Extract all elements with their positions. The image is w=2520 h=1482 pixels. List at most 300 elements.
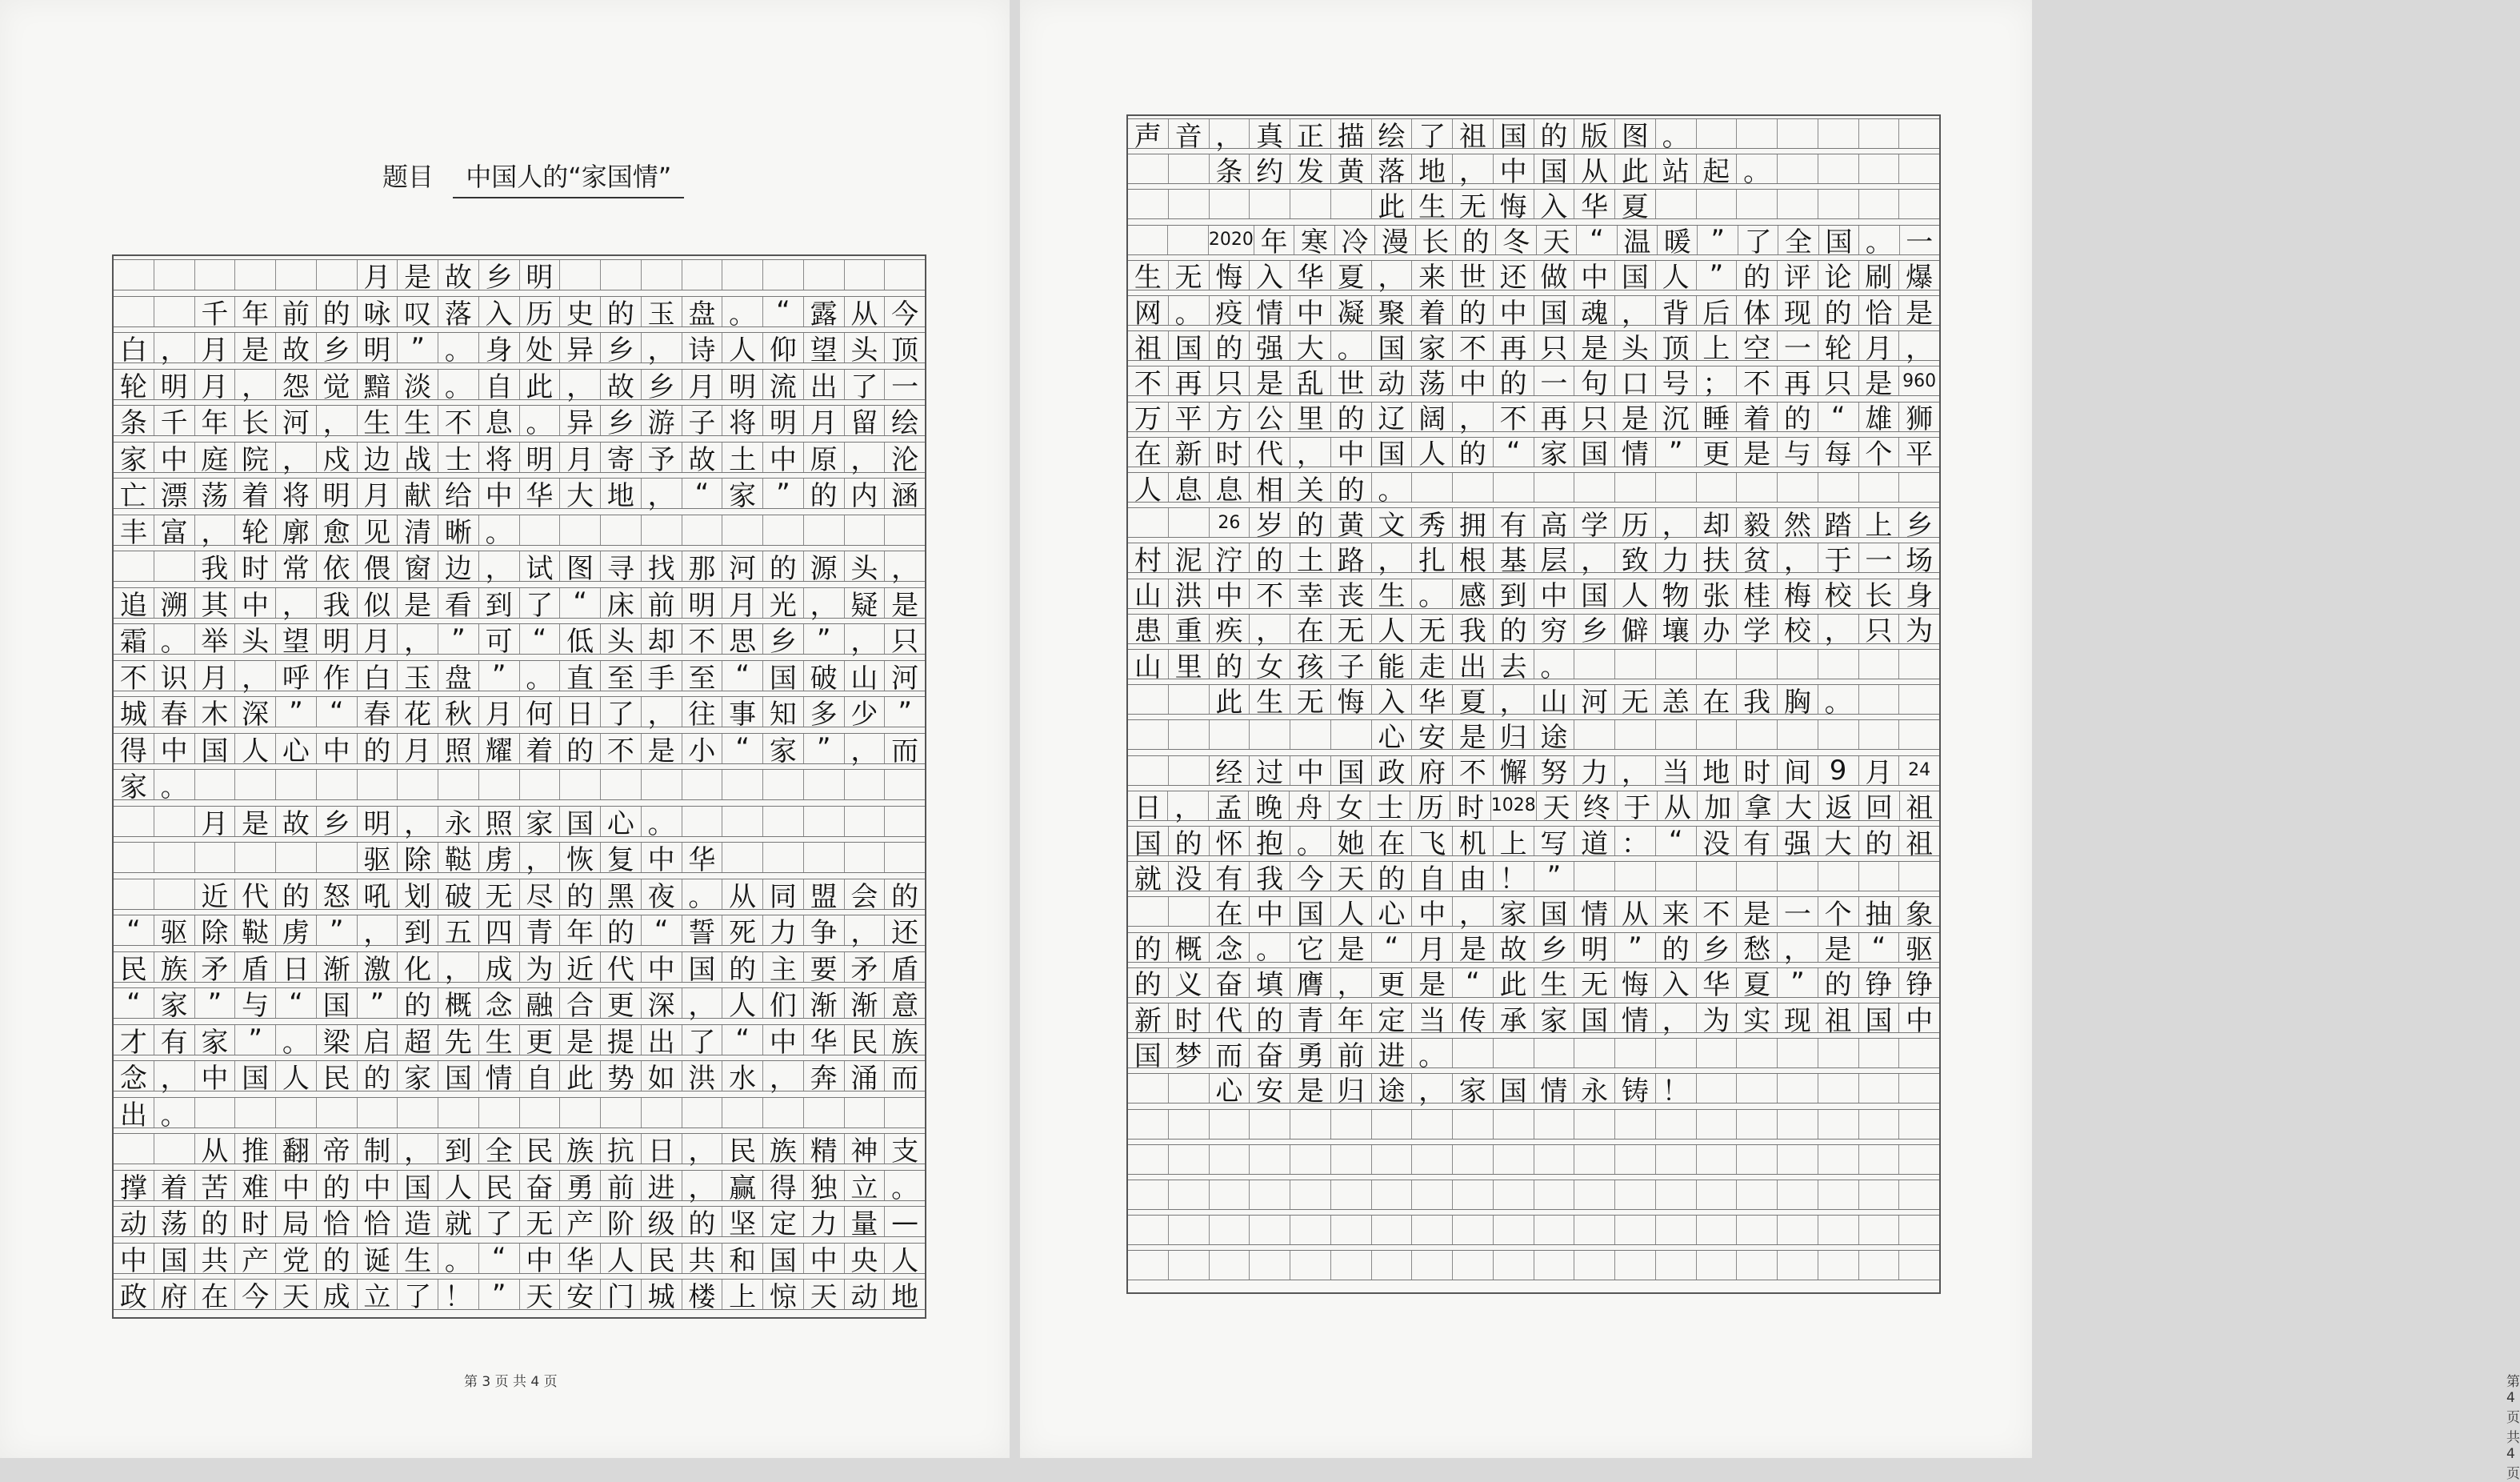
grid-cell: ， (1494, 685, 1534, 714)
right-grid-row (1128, 472, 1939, 507)
grid-cell: 泞 (1210, 543, 1250, 572)
grid-cell: 无 (1453, 190, 1494, 218)
grid-cell: 涵 (891, 480, 919, 512)
grid-cell: 除 (398, 843, 438, 872)
grid-cell: 万 (1128, 403, 1169, 431)
grid-cell: 的 (1290, 508, 1331, 537)
grid-cell: 边 (358, 443, 398, 472)
grid-cell: 在 (1210, 897, 1250, 926)
grid-cell: 入 (1656, 968, 1697, 997)
grid-cell (358, 1098, 398, 1128)
grid-cell: 文 (1372, 508, 1413, 537)
right-grid-row (1128, 330, 1939, 365)
grid-cell: ， (1818, 615, 1859, 643)
grid-cell: “ (479, 1244, 520, 1273)
grid-cell: 富 (154, 515, 195, 545)
grid-cell: 了 (520, 588, 561, 618)
grid-cell: 局 (276, 1207, 317, 1236)
grid-cell (1534, 473, 1575, 502)
grid-cell: 故 (276, 333, 317, 362)
grid-cell: 时 (235, 1207, 276, 1236)
grid-cell: 产 (560, 1207, 601, 1236)
grid-cell: 的 (317, 1171, 358, 1200)
grid-cell: 女 (1250, 650, 1290, 679)
grid-cell: 看 (438, 588, 479, 618)
left-grid-row (114, 879, 925, 913)
grid-cell: 不 (114, 661, 154, 691)
grid-cell (1169, 897, 1210, 926)
left-grid-row (114, 1170, 925, 1204)
grid-cell: 入 (1250, 261, 1290, 290)
grid-cell (885, 843, 925, 872)
grid-cell: 无 (1615, 685, 1656, 714)
grid-cell: 知 (763, 697, 804, 727)
right-page-number: 第 4 页 共 4 页 (2506, 1374, 2520, 1482)
grid-cell: 。 (1737, 154, 1778, 183)
grid-cell: 从 (722, 879, 763, 909)
grid-cell (1778, 1145, 1818, 1174)
grid-cell: “ (722, 661, 763, 691)
grid-cell: 月 (358, 260, 398, 290)
grid-cell: 而 (891, 735, 919, 767)
grid-cell: 地 (1412, 154, 1453, 183)
grid-cell: 秀 (1412, 508, 1453, 537)
grid-cell: 无 (1290, 685, 1331, 714)
grid-cell: 月 (358, 624, 398, 654)
grid-cell: 恰 (317, 1207, 358, 1236)
grid-cell: “ (763, 297, 804, 326)
grid-cell: 了 (479, 1207, 520, 1236)
right-grid-row (1128, 1073, 1939, 1107)
grid-cell: 至 (682, 661, 723, 691)
grid-cell: 源 (804, 551, 845, 581)
grid-cell: 冬 (1496, 226, 1536, 254)
grid-cell: 民 (845, 1025, 886, 1055)
grid-cell: 民 (114, 952, 154, 982)
grid-cell: 荡 (1412, 366, 1453, 395)
grid-cell: 里 (1169, 650, 1210, 679)
grid-cell: 原 (804, 443, 845, 472)
grid-cell: 去 (1494, 650, 1534, 679)
grid-cell: 国 (438, 1061, 479, 1091)
grid-cell: 。 (1534, 650, 1575, 679)
grid-cell: 。 (1250, 933, 1290, 962)
grid-cell (1210, 190, 1250, 218)
grid-cell: 它 (1290, 933, 1331, 962)
grid-cell: 的 (358, 1061, 398, 1091)
grid-cell: 长 (235, 406, 276, 435)
grid-cell (1899, 1251, 1939, 1280)
grid-cell (154, 879, 195, 909)
grid-cell: 会 (845, 879, 886, 909)
right-grid-row (1128, 295, 1939, 330)
grid-cell: 中 (763, 1025, 804, 1055)
grid-cell: 家 (1412, 331, 1453, 360)
grid-cell: 在 (195, 1280, 236, 1309)
grid-cell (1697, 1180, 1738, 1209)
grid-cell: 中 (1331, 438, 1372, 467)
grid-cell: 的 (1210, 331, 1250, 360)
grid-cell (1656, 862, 1697, 891)
grid-cell: 中 (154, 443, 195, 472)
grid-cell (1615, 650, 1656, 679)
grid-cell (1859, 650, 1900, 679)
grid-cell (885, 770, 925, 799)
grid-cell: 启 (358, 1025, 398, 1055)
grid-cell: 盘 (682, 297, 723, 326)
grid-cell (1899, 473, 1939, 502)
right-grid-row (1128, 1038, 1939, 1072)
grid-cell: 生 (358, 406, 398, 435)
grid-cell: ， (1453, 897, 1494, 926)
grid-cell (845, 260, 886, 290)
grid-cell (398, 770, 438, 799)
grid-cell (1494, 1145, 1534, 1174)
left-grid-row (114, 477, 925, 512)
grid-cell: 入 (1534, 190, 1575, 218)
grid-cell (804, 515, 845, 545)
grid-cell: 轮 (235, 515, 276, 545)
grid-cell: 层 (1534, 543, 1575, 572)
grid-cell: 在 (1372, 827, 1413, 855)
grid-cell (1412, 1251, 1453, 1280)
grid-cell: 立 (358, 1280, 398, 1309)
grid-cell (1818, 1180, 1859, 1209)
grid-cell: 空 (1737, 331, 1778, 360)
grid-cell: 尽 (520, 879, 561, 909)
grid-cell (1615, 720, 1656, 749)
grid-cell: 月 (682, 370, 723, 399)
grid-cell (114, 260, 154, 290)
grid-cell: 的 (1331, 473, 1372, 502)
grid-cell: 乡 (1534, 933, 1575, 962)
grid-cell (1494, 1216, 1534, 1244)
grid-cell: 民 (642, 1244, 682, 1273)
grid-cell: 代 (235, 879, 276, 909)
grid-cell: 了 (398, 1280, 438, 1309)
grid-cell: 壤 (1656, 615, 1697, 643)
grid-cell: ， (1372, 543, 1413, 572)
grid-cell (1494, 1110, 1534, 1139)
grid-cell (154, 551, 195, 581)
grid-cell (1331, 1251, 1372, 1280)
grid-cell: 上 (1494, 827, 1534, 855)
grid-cell: 追 (114, 588, 154, 618)
grid-cell (763, 515, 804, 545)
grid-cell: 荡 (154, 1207, 195, 1236)
grid-cell: 从 (195, 1134, 236, 1164)
title-label: 题目 (382, 162, 434, 192)
grid-cell (1331, 190, 1372, 218)
grid-cell (114, 843, 154, 872)
grid-cell (1290, 1180, 1331, 1209)
grid-cell: 头 (845, 333, 886, 362)
grid-cell: 9 (1818, 756, 1859, 785)
grid-cell: 呼 (276, 661, 317, 691)
grid-cell: 了 (845, 370, 886, 399)
grid-cell: 留 (845, 406, 886, 435)
grid-cell: 顶 (891, 334, 919, 366)
grid-cell (560, 260, 601, 290)
grid-cell: 代 (1210, 1003, 1250, 1032)
grid-cell: 漫 (1375, 226, 1415, 254)
grid-cell (1818, 1039, 1859, 1067)
grid-cell: 泥 (1169, 543, 1210, 572)
grid-cell: 是 (1737, 897, 1778, 926)
grid-cell: ， (276, 443, 317, 472)
grid-cell: 做 (1534, 261, 1575, 290)
grid-cell: 盟 (804, 879, 845, 909)
grid-cell: 日 (276, 952, 317, 982)
grid-cell: 是 (1250, 366, 1290, 395)
grid-cell: 不 (1250, 579, 1290, 608)
grid-cell (1737, 1110, 1778, 1139)
grid-cell: 的 (891, 880, 919, 913)
grid-cell: 抗 (601, 1134, 642, 1164)
grid-cell: ， (642, 479, 682, 508)
grid-cell: 走 (1412, 650, 1453, 679)
grid-cell: ， (398, 1134, 438, 1164)
grid-cell: 年 (1254, 226, 1294, 254)
grid-cell (1615, 1216, 1656, 1244)
grid-cell: 子 (682, 406, 723, 435)
left-grid-row (114, 914, 925, 949)
grid-cell: 的 (1453, 438, 1494, 467)
grid-cell: 2020 (1209, 226, 1254, 254)
grid-cell (520, 515, 561, 545)
grid-cell: ！ (1494, 862, 1534, 891)
grid-cell (1859, 862, 1900, 891)
grid-cell: 力 (1656, 543, 1697, 572)
grid-cell: 国 (154, 1244, 195, 1273)
grid-cell: 明 (520, 260, 561, 290)
grid-cell (1169, 720, 1210, 749)
grid-cell: 无 (1169, 261, 1210, 290)
grid-cell: 情 (1615, 1003, 1656, 1032)
grid-cell: 了 (1738, 226, 1778, 254)
grid-cell: 的 (1250, 543, 1290, 572)
grid-cell (1250, 1180, 1290, 1209)
grid-cell: 现 (1778, 1003, 1818, 1032)
grid-cell (1169, 1110, 1210, 1139)
grid-cell: ， (1250, 615, 1290, 643)
grid-cell: 依 (317, 551, 358, 581)
grid-cell (722, 807, 763, 836)
grid-cell: 。 (682, 879, 723, 909)
grid-cell: 赢 (722, 1171, 763, 1200)
grid-cell: 有 (1737, 827, 1778, 855)
grid-cell: 头 (1615, 331, 1656, 360)
grid-cell (1859, 685, 1900, 714)
grid-cell: 历 (1410, 791, 1450, 820)
grid-cell: 明 (682, 588, 723, 618)
grid-cell: 山 (1128, 650, 1169, 679)
grid-cell (1169, 190, 1210, 218)
grid-cell: 不 (1697, 897, 1738, 926)
grid-cell: 身 (479, 333, 520, 362)
grid-cell: 夏 (1453, 685, 1494, 714)
grid-cell: 的 (763, 551, 804, 581)
grid-cell: 夏 (1331, 261, 1372, 290)
grid-cell: ” (804, 624, 845, 654)
grid-cell: 图 (560, 551, 601, 581)
grid-cell: ， (358, 915, 398, 945)
grid-cell (1128, 1110, 1169, 1139)
grid-cell: 的 (1534, 119, 1575, 148)
grid-cell: 归 (1494, 720, 1534, 749)
grid-cell (235, 770, 276, 799)
grid-cell: 近 (195, 879, 236, 909)
grid-cell: 共 (195, 1244, 236, 1273)
grid-cell: 穷 (1534, 615, 1575, 643)
grid-cell: 丧 (1331, 579, 1372, 608)
grid-cell: 怒 (317, 879, 358, 909)
grid-cell: 了 (601, 697, 642, 727)
grid-cell (1412, 1180, 1453, 1209)
grid-cell: ， (235, 370, 276, 399)
grid-cell: 漂 (154, 479, 195, 508)
grid-cell: 溯 (154, 588, 195, 618)
grid-cell: 中 (1494, 296, 1534, 325)
grid-cell: 的 (1778, 403, 1818, 431)
grid-cell: 将 (479, 443, 520, 472)
grid-cell (1697, 119, 1738, 148)
grid-cell (276, 770, 317, 799)
grid-cell: 寻 (601, 551, 642, 581)
grid-cell: 乱 (1290, 366, 1331, 395)
grid-cell: 心 (1372, 897, 1413, 926)
grid-cell: 深 (235, 697, 276, 727)
grid-cell: 惊 (763, 1280, 804, 1309)
grid-cell: 可 (479, 624, 520, 654)
grid-cell (1737, 862, 1778, 891)
grid-cell: 奔 (804, 1061, 845, 1091)
grid-cell: 共 (682, 1244, 723, 1273)
grid-cell: 识 (154, 661, 195, 691)
grid-cell: 生 (1412, 190, 1453, 218)
grid-cell (1859, 154, 1900, 183)
grid-cell (235, 843, 276, 872)
right-grid-row (1128, 1003, 1939, 1037)
grid-cell: 终 (1577, 791, 1617, 820)
grid-cell: ， (1290, 438, 1331, 467)
grid-cell: 只 (891, 626, 919, 658)
grid-cell: 史 (560, 297, 601, 326)
grid-cell: 是 (1737, 438, 1778, 467)
grid-cell: 晰 (438, 515, 479, 545)
grid-cell: 办 (1697, 615, 1738, 643)
grid-cell (804, 770, 845, 799)
grid-cell: 楼 (682, 1280, 723, 1309)
grid-cell: 耀 (479, 734, 520, 763)
grid-cell: 中 (1290, 756, 1331, 785)
grid-cell: 国 (1372, 438, 1413, 467)
grid-cell: ” (763, 479, 804, 508)
grid-cell: 概 (1169, 933, 1210, 962)
grid-cell (195, 843, 236, 872)
grid-cell: 背 (1656, 296, 1697, 325)
grid-cell: 就 (1128, 862, 1169, 891)
grid-cell: 聚 (1372, 296, 1413, 325)
grid-cell: 力 (1574, 756, 1615, 785)
grid-cell: 1028 (1491, 791, 1537, 820)
grid-cell: 到 (398, 915, 438, 945)
grid-cell (1453, 1039, 1494, 1067)
grid-cell: 人 (235, 734, 276, 763)
grid-cell: 沦 (891, 443, 919, 476)
grid-cell: 息 (1210, 473, 1250, 502)
grid-cell: 自 (1412, 862, 1453, 891)
grid-cell: 国 (1494, 119, 1534, 148)
grid-cell (195, 1098, 236, 1128)
grid-cell: 到 (1494, 579, 1534, 608)
grid-cell: 诞 (358, 1244, 398, 1273)
grid-cell (642, 770, 682, 799)
grid-cell: 心 (276, 734, 317, 763)
grid-cell (1737, 1145, 1778, 1174)
grid-cell: 梅 (1778, 579, 1818, 608)
grid-cell: 寄 (601, 443, 642, 472)
grid-cell: 。 (520, 661, 561, 691)
grid-cell: 着 (1737, 403, 1778, 431)
grid-cell: 起 (1697, 154, 1738, 183)
grid-cell: 复 (601, 843, 642, 872)
grid-cell: 异 (560, 406, 601, 435)
grid-cell: 评 (1778, 261, 1818, 290)
grid-cell: 推 (235, 1134, 276, 1164)
grid-cell: “ (1494, 438, 1534, 467)
grid-cell: 桂 (1737, 579, 1778, 608)
right-grid-row (1128, 507, 1939, 542)
grid-cell: 铸 (1615, 1074, 1656, 1103)
grid-cell: 历 (520, 297, 561, 326)
grid-cell: ， (845, 734, 886, 763)
grid-cell (1128, 720, 1169, 749)
grid-cell: 写 (1534, 827, 1575, 855)
grid-cell (1899, 685, 1939, 714)
grid-cell: 国 (235, 1061, 276, 1091)
grid-cell: 华 (520, 479, 561, 508)
grid-cell: 返 (1819, 791, 1859, 820)
grid-cell: 得 (763, 1171, 804, 1200)
grid-cell (1331, 720, 1372, 749)
grid-cell: 音 (1169, 119, 1210, 148)
grid-cell: 能 (1372, 650, 1413, 679)
grid-cell: 是 (1818, 933, 1859, 962)
grid-cell: 中 (763, 443, 804, 472)
grid-cell: 人 (276, 1061, 317, 1091)
grid-cell: 张 (1697, 579, 1738, 608)
grid-cell: 月 (398, 734, 438, 763)
grid-cell: 恰 (1859, 296, 1900, 325)
grid-cell (642, 515, 682, 545)
grid-cell: 中 (276, 1171, 317, 1200)
grid-cell: 四 (479, 915, 520, 945)
grid-cell (1331, 1180, 1372, 1209)
grid-cell (845, 770, 886, 799)
grid-cell: 此 (560, 1061, 601, 1091)
grid-cell: 。 (1859, 226, 1899, 254)
grid-cell: 华 (804, 1025, 845, 1055)
grid-cell: ” (479, 661, 520, 691)
grid-cell: 念 (114, 1061, 154, 1091)
grid-cell: 更 (1697, 438, 1738, 467)
grid-cell: 的 (1128, 933, 1169, 962)
grid-cell (1899, 1180, 1939, 1209)
grid-cell: 个 (1818, 897, 1859, 926)
grid-cell: 山 (1534, 685, 1575, 714)
grid-cell: 出 (804, 370, 845, 399)
